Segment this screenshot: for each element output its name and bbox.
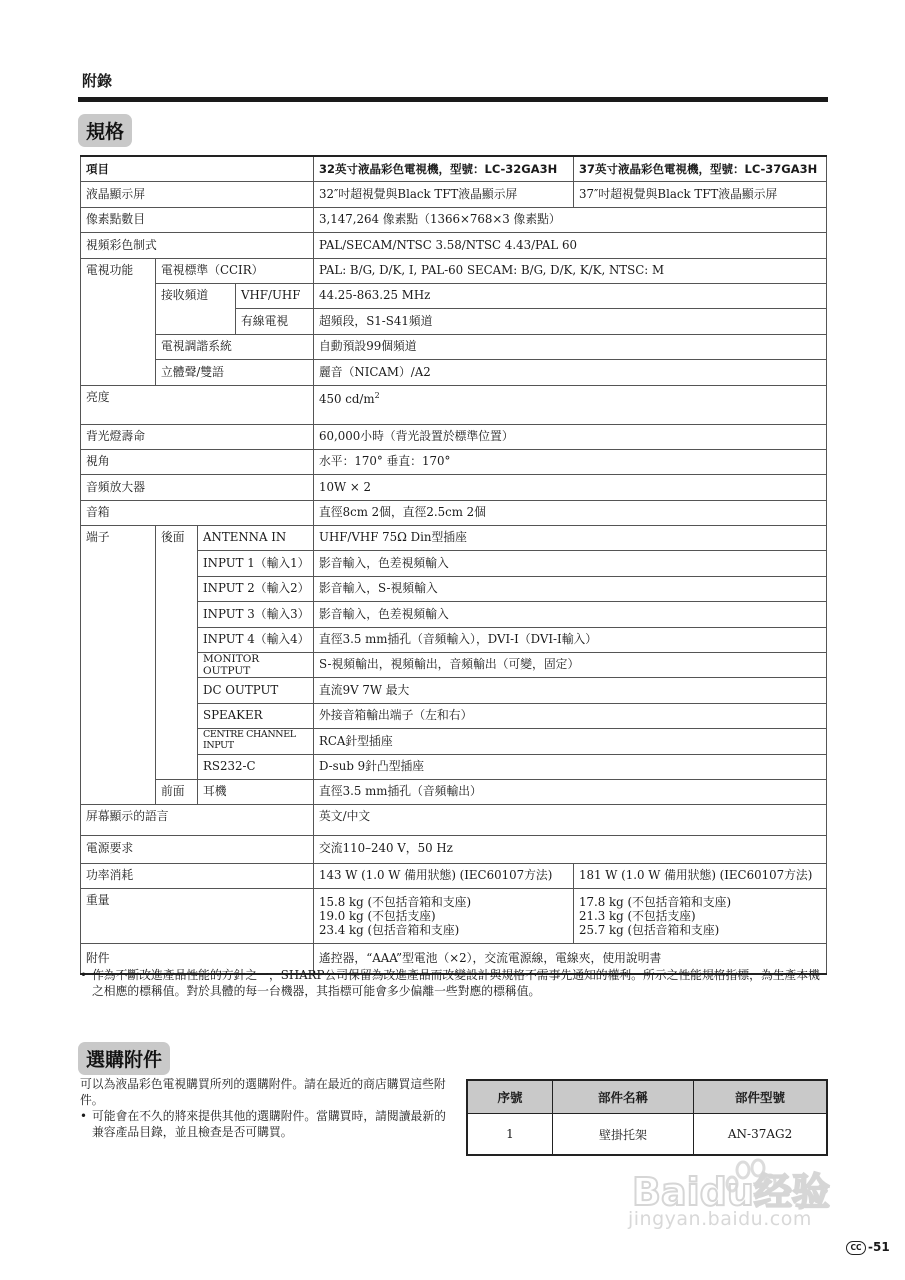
terminals-label: 端子 — [81, 526, 156, 805]
spec-row-tv-standard — [81, 258, 827, 283]
terminal-value: 影音輸入，色差視頻輸入 — [314, 551, 827, 576]
spec-row-backlight — [81, 424, 827, 449]
page-header-title: 附錄 — [82, 72, 113, 90]
accessories-value: 遙控器，“AAA”型電池（×2），交流電源線，電線夾，使用說明書 — [314, 944, 827, 974]
vhf-label: VHF/UHF — [236, 283, 314, 308]
panel-value-37: 37″吋超視覺與Black TFT液晶顯示屏 — [574, 182, 827, 207]
terminal-value: RCA針型插座 — [314, 729, 827, 754]
accessory-header-no: 序號 — [467, 1080, 553, 1114]
terminal-value: 直徑3.5 mm插孔（音頻輸入），DVI-I（DVI-I輸入） — [314, 627, 827, 652]
weight-values-32 — [314, 889, 574, 944]
tv-function-label: 電視功能 — [81, 258, 156, 385]
terminal-value: 影音輸入，色差視頻輸入 — [314, 602, 827, 627]
terminal-value: D-sub 9針凸型插座 — [314, 754, 827, 779]
pixels-label: 像素點數目 — [81, 207, 314, 232]
spec-row-angle — [81, 449, 827, 474]
brightness-value — [314, 385, 827, 424]
power-requirement-label: 電源要求 — [81, 835, 314, 863]
terminal-name: INPUT 4（輸入4） — [198, 627, 314, 652]
osd-language-value: 英文/中文 — [314, 805, 827, 835]
weight-values-37 — [574, 889, 827, 944]
weight-line: 23.4 kg (包括音箱和支座) — [319, 923, 460, 938]
spec-header-37: 37英寸液晶彩色電視機，型號：LC-37GA3H — [574, 156, 827, 182]
osd-language-label: 屏幕顯示的語言 — [81, 805, 314, 835]
spec-row-vhf — [81, 283, 827, 308]
terminal-name: DC OUTPUT — [198, 678, 314, 703]
spec-header-row — [81, 156, 827, 182]
optional-accessory-table — [466, 1079, 828, 1156]
terminal-name: INPUT 2（輸入2） — [198, 576, 314, 601]
stereo-value: 麗音（NICAM）/A2 — [314, 360, 827, 385]
brightness-number: 450 cd/m — [319, 391, 375, 406]
spec-row-amp — [81, 475, 827, 500]
weight-line: 19.0 kg (不包括支座) — [319, 909, 436, 924]
watermark-url: jingyan.baidu.com — [628, 1208, 812, 1230]
terminal-name: ANTENNA IN — [198, 526, 314, 551]
accessory-header-name: 部件名稱 — [553, 1080, 694, 1114]
power-consumption-37: 181 W (1.0 W 備用狀態) (IEC60107方法) — [574, 863, 827, 888]
accessory-header-model: 部件型號 — [694, 1080, 827, 1114]
video-color-value: PAL/SECAM/NTSC 3.58/NTSC 4.43/PAL 60 — [314, 233, 827, 258]
backlight-label: 背光燈壽命 — [81, 424, 314, 449]
weight-line: 17.8 kg (不包括音箱和支座) — [579, 895, 732, 910]
front-label: 前面 — [156, 779, 198, 804]
spec-row-pixels — [81, 207, 827, 232]
page-number — [846, 1240, 890, 1255]
tuning-label: 電視調諧系統 — [156, 334, 314, 359]
weight-line: 15.8 kg (不包括音箱和支座) — [319, 895, 472, 910]
terminal-value: UHF/VHF 75Ω Din型插座 — [314, 526, 827, 551]
intro-bullet-item — [80, 1109, 450, 1141]
panel-label: 液晶顯示屏 — [81, 182, 314, 207]
intro-bullet: • — [80, 1108, 87, 1123]
watermark-brand: Baidu经验 — [632, 1170, 830, 1214]
spec-header-item: 項目 — [81, 156, 314, 182]
receive-channel-label: 接收頻道 — [156, 283, 236, 334]
header-rule — [78, 97, 828, 102]
accessory-row — [467, 1114, 827, 1156]
spec-row-brightness — [81, 385, 827, 424]
backlight-value: 60,000小時（背光設置於標準位置） — [314, 424, 827, 449]
tuning-value: 自動預設99個頻道 — [314, 334, 827, 359]
pixels-value: 3,147,264 像素點（1366×768×3 像素點） — [314, 207, 827, 232]
panel-value-32: 32″吋超視覺與Black TFT液晶顯示屏 — [314, 182, 574, 207]
accessory-name: 壁掛托架 — [553, 1114, 694, 1156]
vhf-value: 44.25-863.25 MHz — [314, 283, 827, 308]
intro-paragraph: 可以為液晶彩色電視購買所列的選購附件。請在最近的商店購買這些附件。 — [80, 1077, 446, 1107]
section-title-specifications: 規格 — [78, 114, 132, 147]
note-text: 作為不斷改進產品性能的方針之一，SHARP公司保留為改進產品而改變設計與規格不需事先通知的權利。所示之性能規格指標，為生產本機之相應的標稱值。對於具體的每一台機器，其指標可能會多少偏離一些對應的標稱值。 — [92, 968, 820, 998]
terminal-name: RS232-C — [198, 754, 314, 779]
spec-header-32: 32英寸液晶彩色電視機，型號：LC-32GA3H — [314, 156, 574, 182]
spec-row-weight — [81, 889, 827, 944]
power-consumption-32: 143 W (1.0 W 備用狀態) (IEC60107方法) — [314, 863, 574, 888]
spec-row-video-color — [81, 233, 827, 258]
terminal-name: SPEAKER — [198, 703, 314, 728]
power-consumption-label: 功率消耗 — [81, 863, 314, 888]
terminal-name: MONITOR OUTPUT — [198, 653, 314, 678]
spec-row-terminal-front — [81, 779, 827, 804]
spec-row-power-consumption — [81, 863, 827, 888]
accessory-no: 1 — [467, 1114, 553, 1156]
page-number-value: -51 — [868, 1240, 890, 1254]
note-bullet: • — [80, 968, 87, 982]
brightness-unit-superscript: 2 — [374, 390, 380, 400]
spec-row-tuning — [81, 334, 827, 359]
spec-row-osd-language — [81, 805, 827, 835]
cable-value: 超頻段，S1-S41頻道 — [314, 309, 827, 334]
weight-line: 25.7 kg (包括音箱和支座) — [579, 923, 720, 938]
spec-row-panel — [81, 182, 827, 207]
weight-label: 重量 — [81, 889, 314, 944]
tv-standard-value: PAL: B/G, D/K, I, PAL-60 SECAM: B/G, D/K, K/K, NTSC: M — [314, 258, 827, 283]
spec-note — [80, 968, 828, 1000]
terminal-value: 外接音箱輸出端子（左和右） — [314, 703, 827, 728]
spec-row-speaker — [81, 500, 827, 525]
terminal-value: S-視頻輸出，視頻輸出，音頻輸出（可變，固定） — [314, 653, 827, 678]
accessory-model: AN-37AG2 — [694, 1114, 827, 1156]
accessories-label: 附件 — [81, 944, 314, 974]
terminal-value: 直徑3.5 mm插孔（音頻輸出） — [314, 779, 827, 804]
terminal-name: INPUT 3（輸入3） — [198, 602, 314, 627]
specifications-table — [80, 155, 827, 975]
brightness-label: 亮度 — [81, 385, 314, 424]
rear-label: 後面 — [156, 526, 198, 780]
stereo-label: 立體聲/雙語 — [156, 360, 314, 385]
amp-value: 10W × 2 — [314, 475, 827, 500]
angle-value: 水平：170° 垂直：170° — [314, 449, 827, 474]
terminal-value: 影音輸入，S-視頻輸入 — [314, 576, 827, 601]
spec-row-power-requirement — [81, 835, 827, 863]
video-color-label: 視頻彩色制式 — [81, 233, 314, 258]
speaker-label: 音箱 — [81, 500, 314, 525]
terminal-name: 耳機 — [198, 779, 314, 804]
terminal-name: INPUT 1（輸入1） — [198, 551, 314, 576]
intro-bullet-text: 可能會在不久的將來提供其他的選購附件。當購買時，請閱讀最新的兼容產品目錄，並且檢查是否可購買。 — [92, 1108, 446, 1139]
section-title-optional-accessories: 選購附件 — [78, 1042, 170, 1075]
terminal-name: CENTRE CHANNEL INPUT — [198, 729, 314, 754]
spec-row-terminal-1 — [81, 526, 827, 551]
speaker-value: 直徑8cm 2個，直徑2.5cm 2個 — [314, 500, 827, 525]
cable-label: 有線電視 — [236, 309, 314, 334]
spec-row-stereo — [81, 360, 827, 385]
optional-intro — [80, 1077, 450, 1141]
power-requirement-value: 交流110–240 V，50 Hz — [314, 835, 827, 863]
amp-label: 音頻放大器 — [81, 475, 314, 500]
tv-standard-label: 電視標準（CCIR） — [156, 258, 314, 283]
cc-icon: CC — [846, 1241, 866, 1255]
angle-label: 視角 — [81, 449, 314, 474]
terminal-value: 直流9V 7W 最大 — [314, 678, 827, 703]
weight-line: 21.3 kg (不包括支座) — [579, 909, 696, 924]
accessory-header-row — [467, 1080, 827, 1114]
